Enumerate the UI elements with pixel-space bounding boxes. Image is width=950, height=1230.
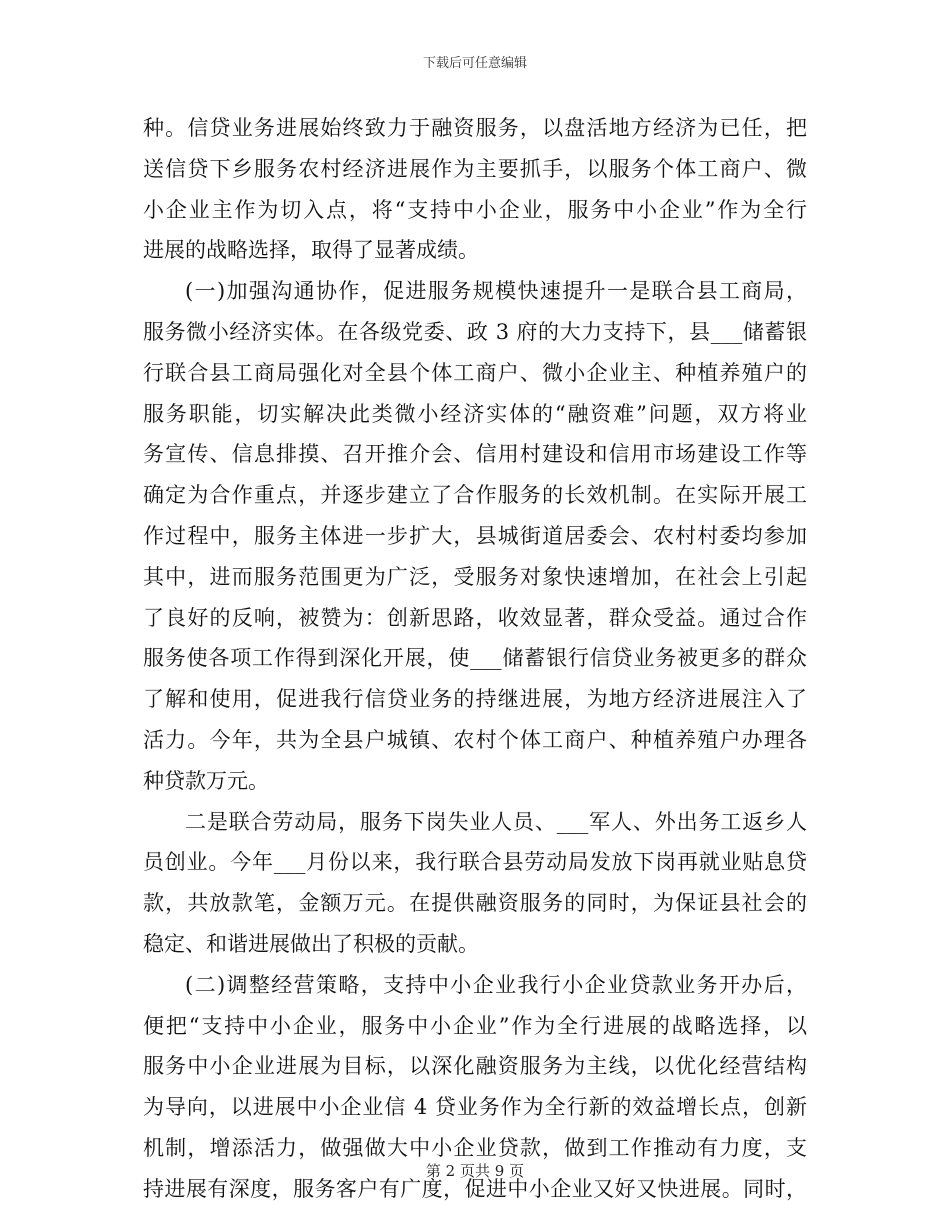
text-line: 稳定、和谐进展做出了积极的贡献。 [143,931,479,956]
text-line: 持进展有深度，服务客户有广度，促进中小企业又好又快进展。同时， [143,1176,807,1201]
text-line: (二)调整经营策略，支持中小企业我行小企业贷款业务开办后， [185,972,807,997]
page-footer: 第 2 页共 9 页 [425,1162,525,1180]
text-line: 小企业主作为切入点，将“支持中小企业，服务中小企业”作为全行 [143,197,807,222]
text-line: 服务微小经济实体。在各级党委、政 3 府的大力支持下，县___储蓄银 [143,319,807,344]
text-line: 服务中小企业进展为目标，以深化融资服务为主线，以优化经营结构 [143,1054,807,1079]
text-line: 进展的战略选择，取得了显著成绩。 [143,238,479,263]
document-body [143,108,807,1210]
text-line: 种贷款万元。 [143,768,269,793]
text-line: 务宣传、信息排摸、召开推介会、信用村建设和信用市场建设工作等 [143,442,807,467]
page-header: 下载后可任意编辑 [422,56,527,71]
text-line: 二是联合劳动局，服务下岗失业人员、___军人、外出务工返乡人 [185,809,807,834]
text-line: 员创业。今年___月份以来，我行联合县劳动局发放下岗再就业贴息贷 [143,850,807,875]
text-line: 服务职能，切实解决此类微小经济实体的“融资难”问题，双方将业 [143,401,807,426]
text-line: 行联合县工商局强化对全县个体工商户、微小企业主、种植养殖户的 [143,360,807,385]
text-line: 服务使各项工作得到深化开展，使___储蓄银行信贷业务被更多的群众 [143,646,807,671]
text-line: 了解和使用，促进我行信贷业务的持继进展，为地方经济进展注入了 [143,687,807,712]
text-line: (一)加强沟通协作，促进服务规模快速提升一是联合县工商局， [185,279,807,304]
text-line: 为导向，以进展中小企业信 4 贷业务作为全行新的效益增长点，创新 [143,1095,807,1120]
text-line: 确定为合作重点，并逐步建立了合作服务的长效机制。在实际开展工 [143,483,807,508]
text-line: 便把“支持中小企业，服务中小企业”作为全行进展的战略选择，以 [143,1013,807,1038]
text-line: 送信贷下乡服务农村经济进展作为主要抓手，以服务个体工商户、微 [143,156,807,181]
text-line: 款，共放款笔，金额万元。在提供融资服务的同时，为保证县社会的 [143,891,807,916]
text-line: 种。信贷业务进展始终致力于融资服务，以盘活地方经济为已任，把 [143,116,807,140]
text-line: 其中，进而服务范围更为广泛，受服务对象快速增加，在社会上引起 [143,564,807,589]
text-line: 作过程中，服务主体进一步扩大，县城街道居委会、农村村委均参加 [143,523,807,548]
text-line: 活力。今年，共为全县户城镇、农村个体工商户、种植养殖户办理各 [143,727,807,752]
text-line: 机制，增添活力，做强做大中小企业贷款，做到工作推动有力度，支 [143,1135,807,1160]
text-line: 了良好的反响，被赞为：创新思路，收效显著，群众受益。通过合作 [143,605,807,630]
